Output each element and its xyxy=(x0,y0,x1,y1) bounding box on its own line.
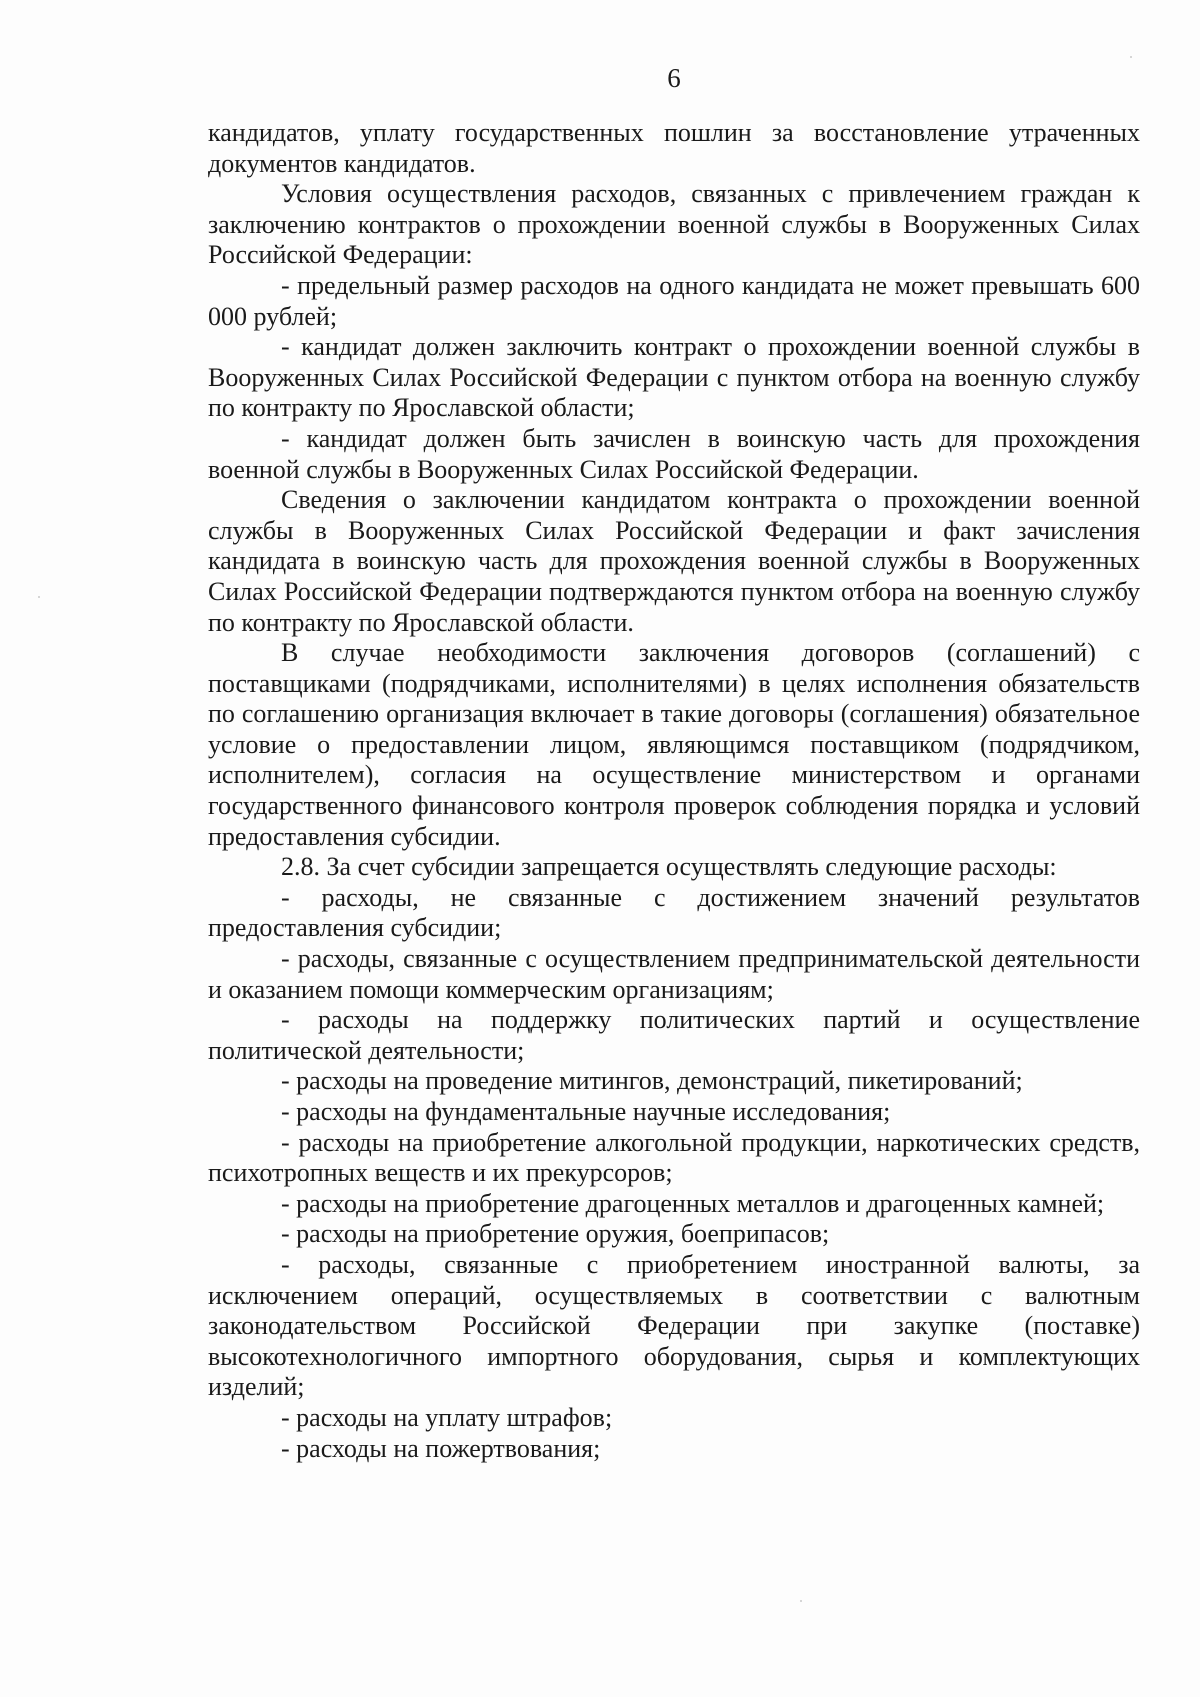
paragraph: Условия осуществления расходов, связанных с привлечением граждан к заключению контрактов о прохождении военной службы в Вооруженных Силах Российской Федерации: xyxy=(208,179,1140,270)
list-item: - расходы на приобретение драгоценных металлов и драгоценных камней; xyxy=(281,1188,1105,1218)
paragraph: Сведения о заключении кандидатом контракта о прохождении военной службы в Вооруженных Силах Российской Федерации и факт зачисления кандидата в воинскую часть для прохождения военной службы в Вооруженных Силах Российской Федерации подтверждаются пунктом отбора на военную службу по контракту по Ярославской области. xyxy=(208,485,1140,637)
list-item: - кандидат должен заключить контракт о прохождении военной службы в Вооруженных Силах Российской Федерации с пунктом отбора на военную службу по контракту по Ярославской области; xyxy=(208,332,1140,423)
list-item: - расходы, связанные с осуществлением предпринимательской деятельности и оказанием помощи коммерческим организациям; xyxy=(208,944,1140,1004)
list-item: - расходы на поддержку политических партий и осуществление политической деятельности; xyxy=(208,1005,1140,1065)
list-item: - расходы, связанные с приобретением иностранной валюты, за исключением операций, осуществляемых в соответствии с валютным законодательством Российской Федерации при закупке (поставке) высокотехнологичного импортного оборудования, сырья и комплектующих изделий; xyxy=(208,1249,1140,1402)
paragraph: В случае необходимости заключения договоров (соглашений) с поставщиками (подрядчиками, исполнителями) в целях исполнения обязательств по соглашению организация включает в такие договоры (соглашения) обязательное условие о предоставлении лицом, являющимся поставщиком (подрядчиком, исполнителем), согласия на осуществление министерством и органами государственного финансового контроля проверок соблюдения порядка и условий предоставления субсидии. xyxy=(208,638,1140,851)
page-number: 6 xyxy=(667,63,681,93)
list-item: - предельный размер расходов на одного кандидата не может превышать 600 000 рублей; xyxy=(208,270,1140,331)
list-item: - расходы на проведение митингов, демонстраций, пикетирований; xyxy=(281,1066,1023,1096)
list-item: - расходы на приобретение оружия, боеприпасов; xyxy=(281,1219,830,1249)
list-item: - кандидат должен быть зачислен в воинскую часть для прохождения военной службы в Вооруженных Силах Российской Федерации. xyxy=(208,423,1140,484)
paragraph: кандидатов, уплату государственных пошлин за восстановление утраченных документов кандидатов. xyxy=(208,118,1140,178)
list-item: - расходы, не связанные с достижением значений результатов предоставления субсидии; xyxy=(208,882,1140,943)
list-item: - расходы на уплату штрафов; xyxy=(281,1402,613,1432)
list-item: - расходы на фундаментальные научные исследования; xyxy=(281,1097,891,1126)
scan-speck xyxy=(1130,56,1132,58)
scan-speck xyxy=(38,596,40,598)
list-item: - расходы на приобретение алкогольной продукции, наркотических средств, психотропных веществ и их прекурсоров; xyxy=(208,1127,1140,1188)
section-heading-paragraph: 2.8. За счет субсидии запрещается осуществлять следующие расходы: xyxy=(281,852,1057,882)
scan-speck xyxy=(800,1600,802,1602)
list-item: - расходы на пожертвования; xyxy=(281,1433,601,1463)
